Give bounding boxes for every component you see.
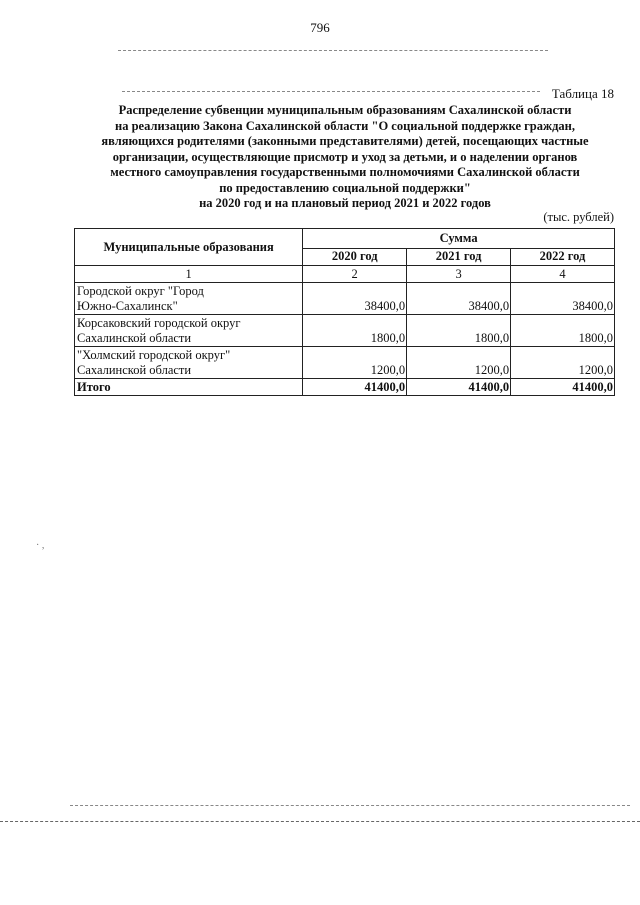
municipality-name-line: Южно-Сахалинск" xyxy=(77,299,178,313)
page-number: 796 xyxy=(310,20,330,35)
units-label: (тыс. рублей) xyxy=(543,210,614,224)
value-2022: 1200,0 xyxy=(511,347,615,379)
total-2022: 41400,0 xyxy=(511,379,615,396)
value-2020: 1200,0 xyxy=(303,347,407,379)
title-line: на 2020 год и на плановый период 2021 и 2022 годов xyxy=(199,196,491,210)
municipality-name-line: Сахалинской области xyxy=(77,331,192,345)
header-sum: Сумма xyxy=(303,229,615,249)
table-header-row xyxy=(75,229,615,249)
column-number: 4 xyxy=(511,266,615,283)
title-line: по предоставлению социальной поддержки" xyxy=(219,180,471,195)
table-label: Таблица 18 xyxy=(551,86,614,101)
municipality-name-line: Городской округ "Город xyxy=(77,284,204,298)
header-year-2022: 2022 год xyxy=(511,248,615,265)
title-line: являющихся родителями (законными представителями) детей, посещающих частные xyxy=(101,134,589,148)
value-2020: 38400,0 xyxy=(303,283,407,315)
title-line: организации, осуществляющие присмотр и уход за детьми, и о наделении органов xyxy=(112,149,578,164)
header-year-2020: 2020 год xyxy=(303,248,407,265)
header-municipalities: Муниципальные образования xyxy=(75,229,303,266)
column-number: 1 xyxy=(75,266,303,283)
municipality-name-line: Корсаковский городской округ xyxy=(77,316,241,330)
title-line: на реализацию Закона Сахалинской области "О социальной поддержке граждан, xyxy=(115,118,575,133)
municipality-name xyxy=(75,347,303,379)
value-2021: 1200,0 xyxy=(407,347,511,379)
value-2021: 1800,0 xyxy=(407,315,511,347)
scan-artifact-line xyxy=(122,91,540,92)
scan-artifact-mark: · , xyxy=(36,540,45,551)
document-title xyxy=(70,103,620,212)
column-number-row xyxy=(75,266,615,283)
value-2020: 1800,0 xyxy=(303,315,407,347)
title-line: Распределение субвенции муниципальным образованиям Сахалинской области xyxy=(118,103,572,117)
total-row xyxy=(75,379,615,396)
table-row xyxy=(75,315,615,347)
value-2021: 38400,0 xyxy=(407,283,511,315)
subvention-table xyxy=(74,228,615,396)
total-2020: 41400,0 xyxy=(303,379,407,396)
municipality-name-line: Сахалинской области xyxy=(77,363,192,377)
header-year-2021: 2021 год xyxy=(407,248,511,265)
scan-artifact-line xyxy=(0,821,640,822)
value-2022: 38400,0 xyxy=(511,283,615,315)
total-2021: 41400,0 xyxy=(407,379,511,396)
column-number: 2 xyxy=(303,266,407,283)
column-number: 3 xyxy=(407,266,511,283)
value-2022: 1800,0 xyxy=(511,315,615,347)
scan-artifact-line xyxy=(70,805,630,806)
scan-artifact-line xyxy=(118,50,548,51)
table-row xyxy=(75,283,615,315)
municipality-name-line: "Холмский городской округ" xyxy=(77,348,231,362)
title-line: местного самоуправления государственными полномочиями Сахалинской области xyxy=(110,165,580,179)
table-row xyxy=(75,347,615,379)
total-label: Итого xyxy=(75,379,303,396)
municipality-name xyxy=(75,315,303,347)
municipality-name xyxy=(75,283,303,315)
